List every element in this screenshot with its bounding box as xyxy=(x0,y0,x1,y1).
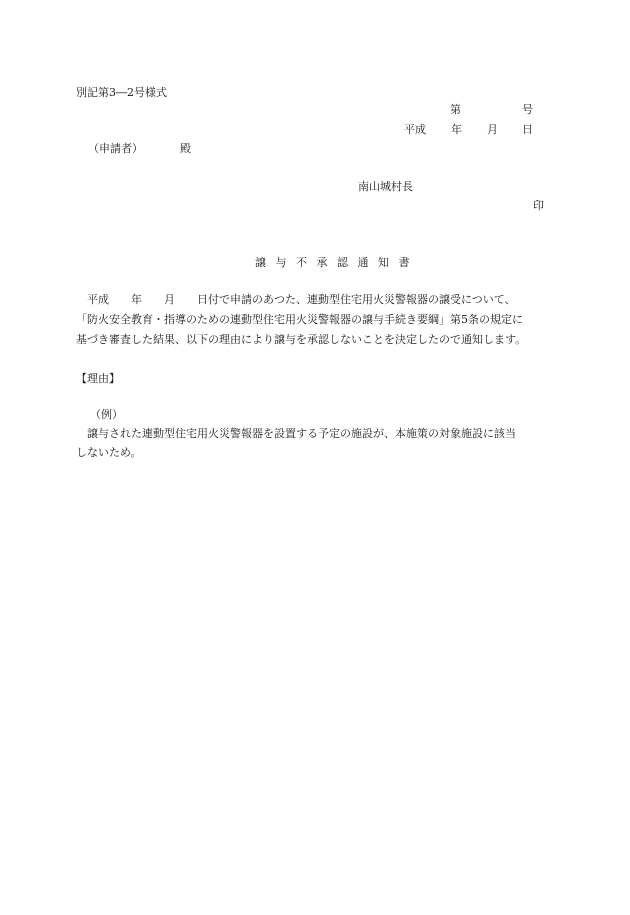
body-line: 平成 年 月 日付で申請のあつた、連動型住宅用火災警報器の譲受について、 xyxy=(76,293,516,306)
form-number: 別記第3―2号様式 xyxy=(76,86,167,99)
reason-heading: 【理由】 xyxy=(76,372,120,385)
example-label: （例） xyxy=(90,408,123,421)
date-era: 平成 xyxy=(404,123,426,136)
body-line: 基づき審査した結果、以下の理由により譲与を承認しないことを決定したので通知します。 xyxy=(76,333,527,346)
date-year: 年 xyxy=(451,123,462,136)
reason-body xyxy=(76,424,516,462)
body-line: 「防火安全教育・指導のための連動型住宅用火災警報器の譲与手続き要綱」第5条の規定に xyxy=(76,313,523,326)
addressee-honorific: 殿 xyxy=(180,142,191,155)
seal-mark: 印 xyxy=(533,199,544,212)
applicant-label: （申請者） xyxy=(88,142,143,155)
document-number-prefix: 第 xyxy=(450,103,461,116)
reason-line: 譲与された連動型住宅用火災警報器を設置する予定の施設が、本施策の対象施設に該当 xyxy=(76,427,516,440)
reason-line: しないため。 xyxy=(76,446,142,459)
issuer-name: 南山城村長 xyxy=(358,180,413,193)
document-title: 譲 与 不 承 認 通 知 書 xyxy=(255,256,413,269)
document-number-suffix: 号 xyxy=(522,103,533,116)
date-day: 日 xyxy=(522,123,533,136)
notice-body xyxy=(76,290,561,350)
date-month: 月 xyxy=(487,123,498,136)
